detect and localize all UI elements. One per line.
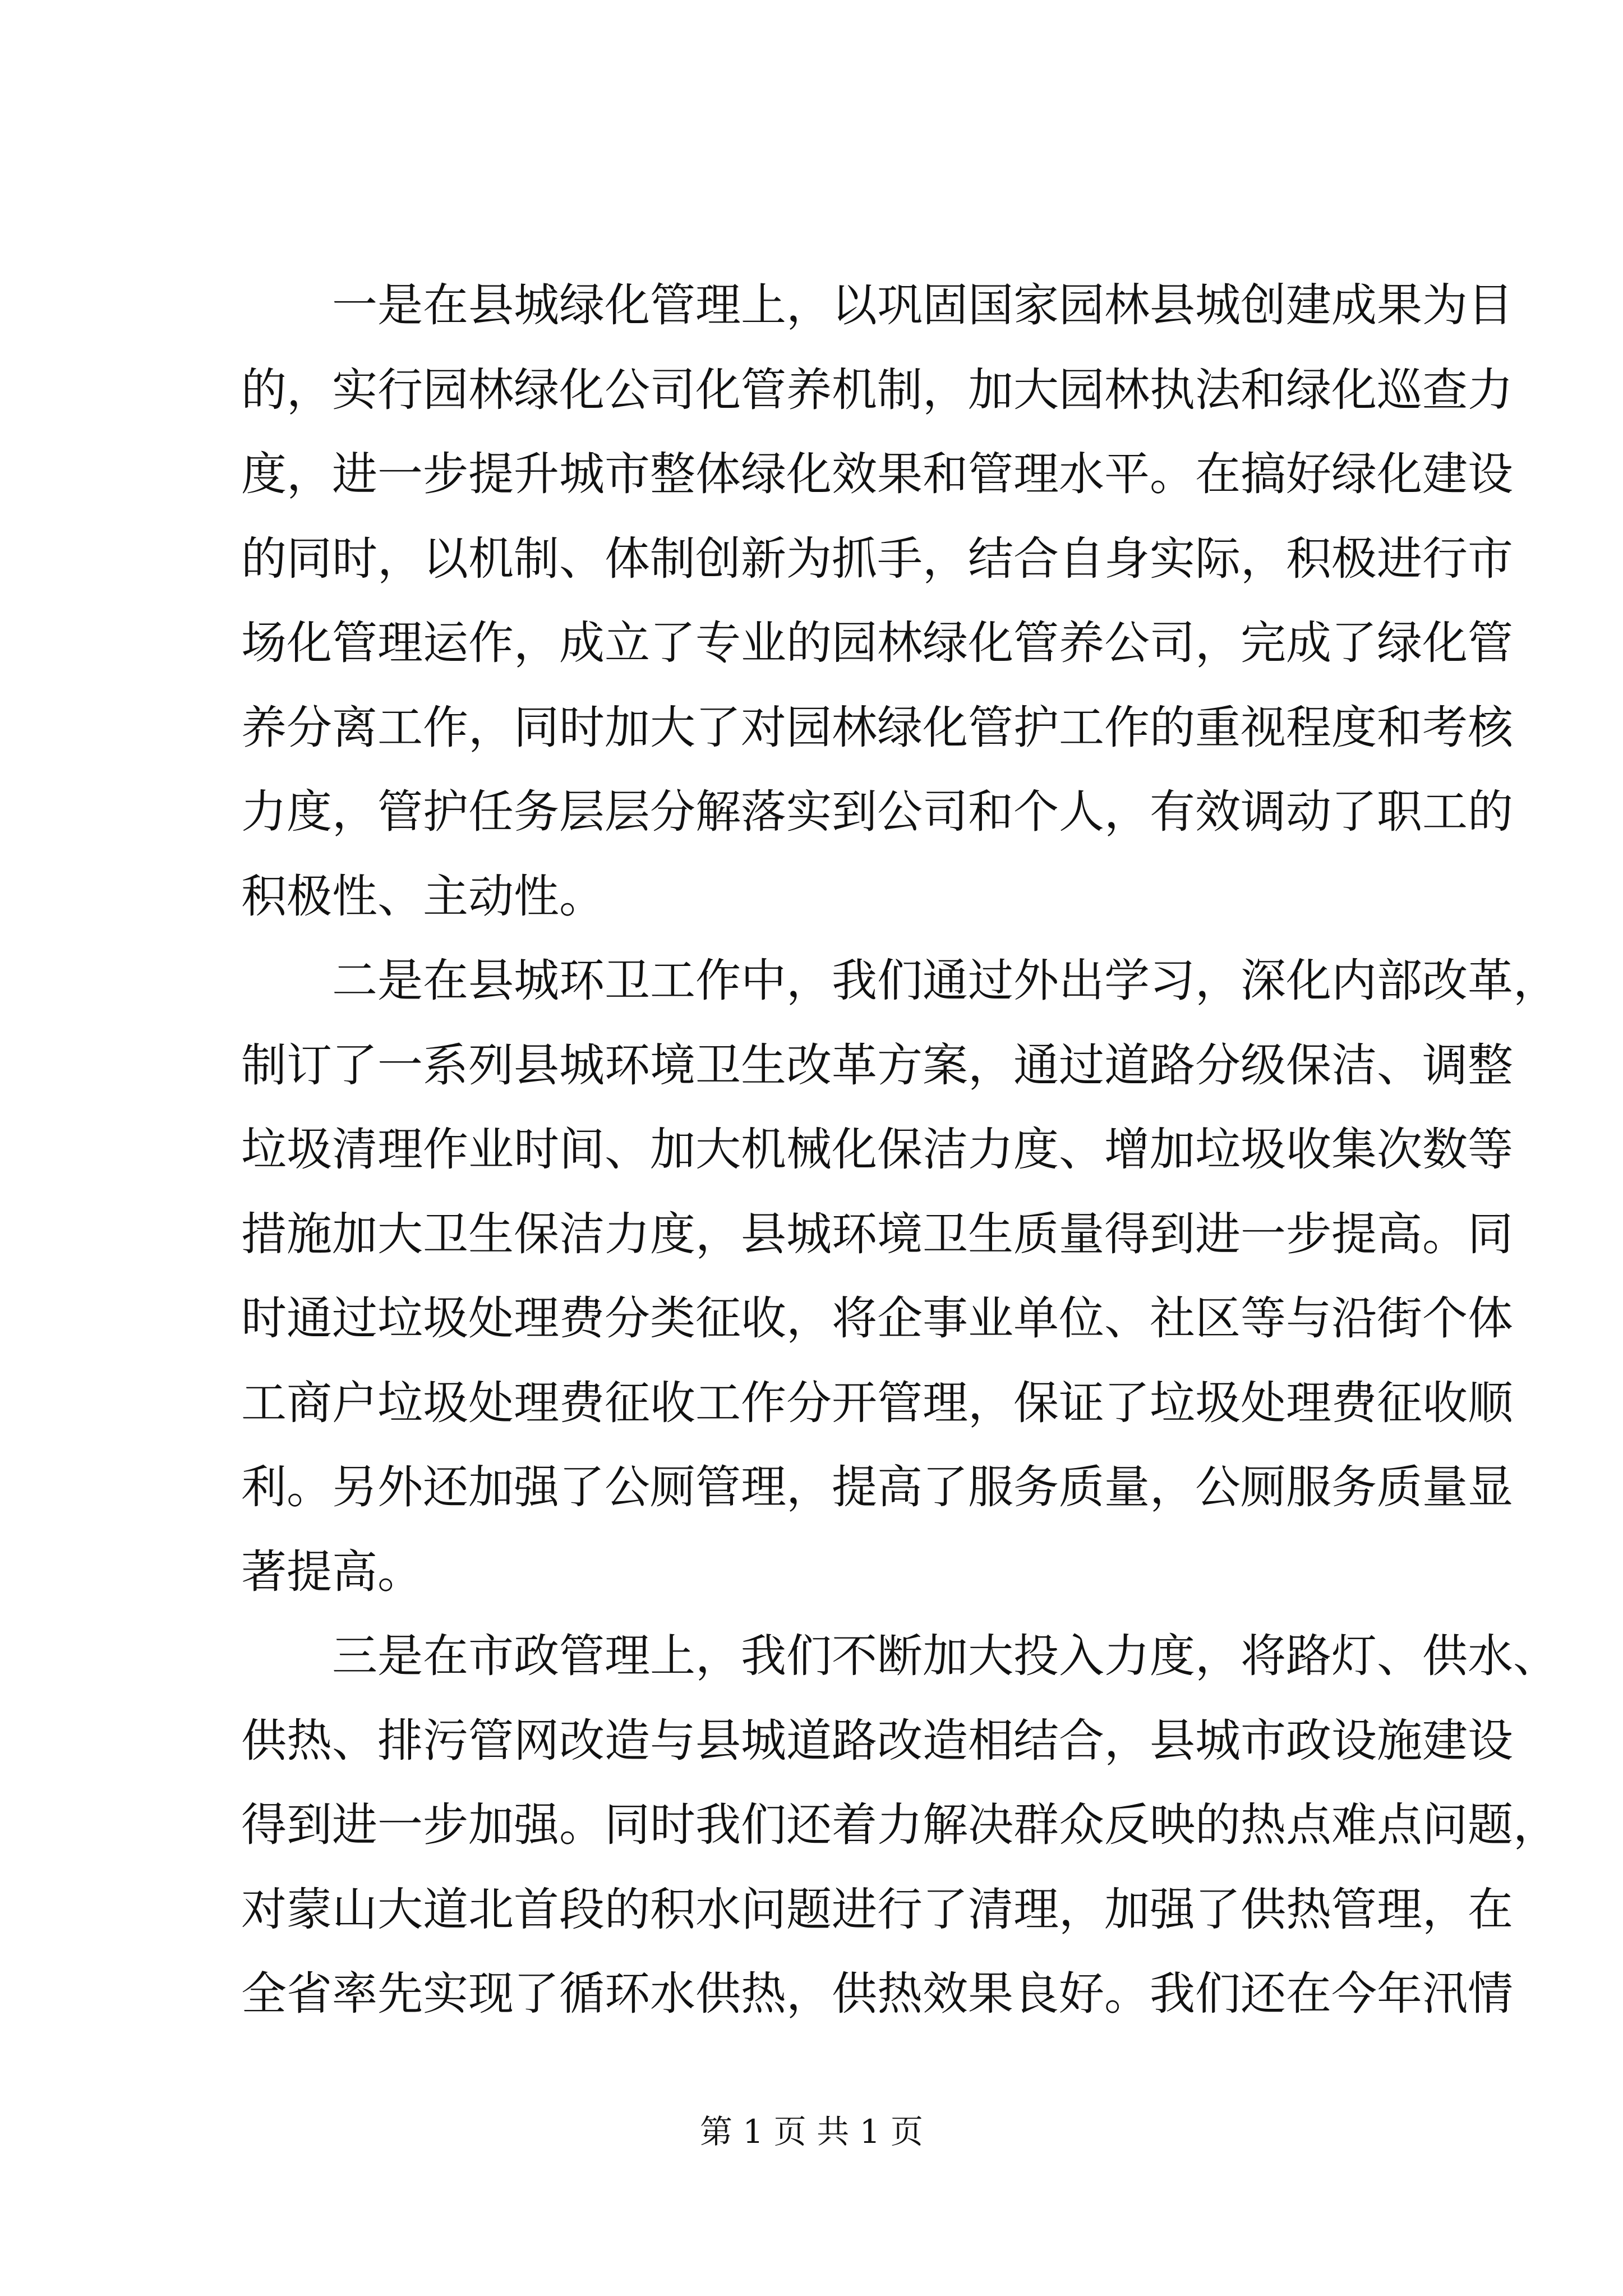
text-line: 场化管理运作，成立了专业的园林绿化管养公司，完成了绿化管 — [241, 617, 1514, 670]
text-line: 对蒙山大道北首段的积水问题进行了清理，加强了供热管理，在 — [241, 1883, 1514, 1936]
text-line: 供热、排污管网改造与县城道路改造相结合，县城市政设施建设 — [241, 1714, 1514, 1768]
text-line: 垃圾清理作业时间、加大机械化保洁力度、增加垃圾收集次数等 — [241, 1124, 1514, 1176]
text-line: 力度，管护任务层层分解落实到公司和个人，有效调动了职工的 — [241, 786, 1514, 839]
text-line: 积极性、主动性。 — [241, 870, 605, 923]
text-line: 二是在县城环卫工作中，我们通过外出学习，深化内部改革， — [332, 955, 1559, 1007]
page-footer: 第 1 页 共 1 页 — [700, 2113, 923, 2151]
text-line: 工商户垃圾处理费征收工作分开管理，保证了垃圾处理费征收顺 — [241, 1377, 1514, 1430]
document-body — [241, 264, 1559, 2037]
text-line: 度，进一步提升城市整体绿化效果和管理水平。在搞好绿化建设 — [241, 448, 1514, 501]
text-line: 三是在市政管理上，我们不断加大投入力度，将路灯、供水、 — [332, 1630, 1559, 1683]
text-line: 得到进一步加强。同时我们还着力解决群众反映的热点难点问题， — [241, 1799, 1559, 1852]
text-line: 制订了一系列县城环境卫生改革方案，通过道路分级保洁、调整 — [241, 1039, 1514, 1092]
text-line: 著提高。 — [241, 1545, 423, 1599]
text-line: 的，实行园林绿化公司化管养机制，加大园林执法和绿化巡查力 — [241, 364, 1514, 417]
text-line: 全省率先实现了循环水供热，供热效果良好。我们还在今年汛情 — [241, 1968, 1514, 2021]
text-line: 养分离工作，同时加大了对园林绿化管护工作的重视程度和考核 — [241, 701, 1514, 754]
text-line: 一是在县城绿化管理上，以巩固国家园林县城创建成果为目 — [332, 279, 1514, 332]
text-line: 的同时，以机制、体制创新为抓手，结合自身实际，积极进行市 — [241, 532, 1514, 586]
text-line: 利。另外还加强了公厕管理，提高了服务质量，公厕服务质量显 — [241, 1461, 1514, 1514]
text-line: 措施加大卫生保洁力度，县城环境卫生质量得到进一步提高。同 — [241, 1208, 1514, 1261]
text-line: 时通过垃圾处理费分类征收，将企事业单位、社区等与沿街个体 — [241, 1292, 1514, 1345]
